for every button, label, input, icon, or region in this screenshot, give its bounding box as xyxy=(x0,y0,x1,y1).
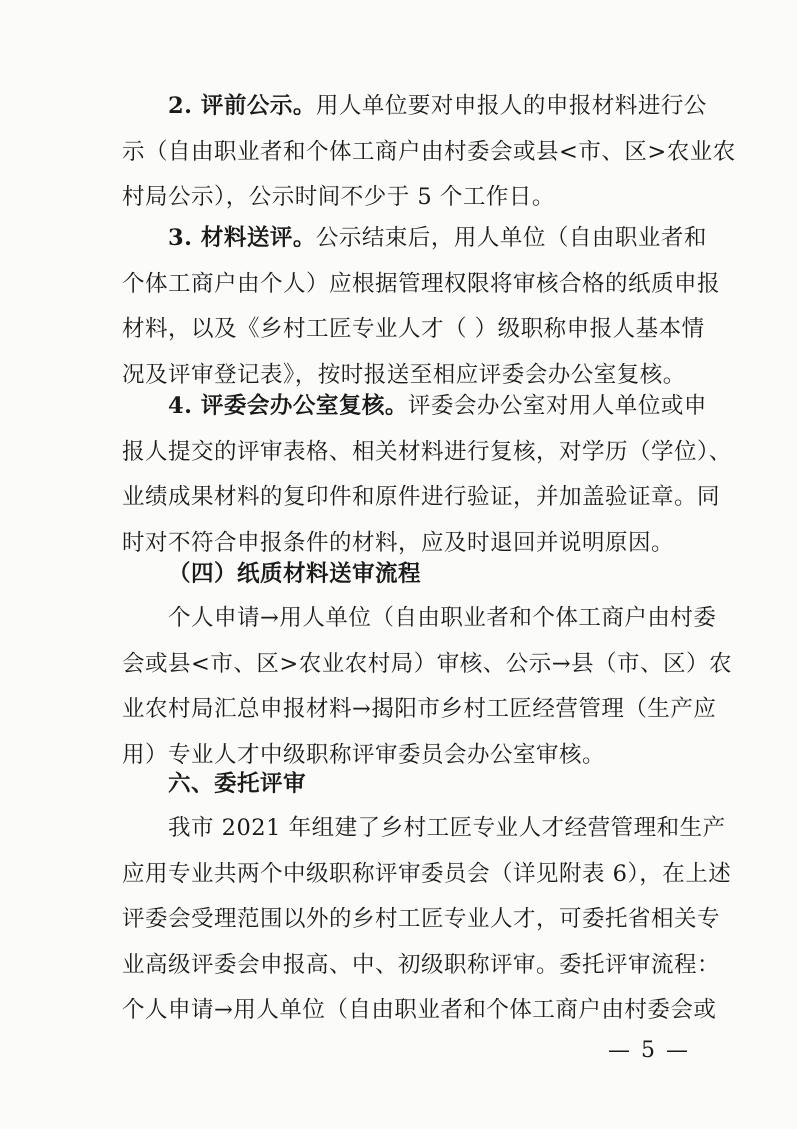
paper-flow-heading: （四）纸质材料送审流程 xyxy=(168,561,422,587)
section-six-heading: 六、委托评审 xyxy=(168,771,307,797)
step4-title: 4. 评委会办公室复核。 xyxy=(168,393,408,419)
step4-paragraph xyxy=(122,384,732,566)
section-six-line-2: 应用专业共两个中级职称评审委员会（详见附表 6），在上述 xyxy=(122,860,732,887)
step4-line-4: 时对不符合申报条件的材料，应及时退回并说明原因。 xyxy=(122,529,675,556)
step4-line-1 xyxy=(122,384,707,430)
paper-flow-line-3: 业农村局汇总申报材料→揭阳市乡村工匠经营管理（生产应 xyxy=(122,696,717,722)
paper-flow-paragraph xyxy=(122,596,733,778)
section-six-line-5: 个人申请→用人单位（自由职业者和个体工商户由村委会或 xyxy=(122,997,717,1023)
step3-title: 3. 材料送评。 xyxy=(168,225,316,251)
section-six-paragraph xyxy=(122,806,732,1034)
step4-line-3: 业绩成果材料的复印件和原件进行验证，并加盖验证章。同 xyxy=(122,484,721,510)
step3-line-4: 况及评审登记表》，按时报送至相应评委会办公室复核。 xyxy=(122,361,686,388)
step2-line-2: 示（自由职业者和个体工商户由村委会或县<市、区>农业农 xyxy=(122,138,736,165)
step2-line-1 xyxy=(122,84,707,130)
step3-line-1 xyxy=(122,216,707,262)
step3-line-3: 材料，以及《乡村工匠专业人才（ ）级职称申报人基本情 xyxy=(122,316,705,342)
step2-paragraph xyxy=(122,84,736,221)
step2-line-3: 村局公示），公示时间不少于 5 个工作日。 xyxy=(122,184,555,210)
page-number: — 5 — xyxy=(608,1038,690,1063)
paper-flow-line-2: 会或县<市、区>农业农村局）审核、公示→县（市、区）农 xyxy=(122,650,733,677)
paper-flow-line-1: 个人申请→用人单位（自由职业者和个体工商户由村委 xyxy=(168,605,717,631)
section-six-line-3: 评委会受理范围以外的乡村工匠专业人才，可委托省相关专 xyxy=(122,906,721,932)
step2-title: 2. 评前公示。 xyxy=(168,93,316,119)
step3-paragraph xyxy=(122,216,721,398)
step4-text: 评委会办公室对用人单位或申 xyxy=(407,393,707,419)
step4-line-2: 报人提交的评审表格、相关材料进行复核，对学历（学位）、 xyxy=(122,438,732,465)
paper-flow-line-4: 用）专业人才中级职称评审委员会办公室审核。 xyxy=(122,741,606,768)
step3-text: 公示结束后，用人单位（自由职业者和 xyxy=(315,225,707,251)
step2-text: 用人单位要对申报人的申报材料进行公 xyxy=(315,93,707,119)
section-six-line-4: 业高级评委会申报高、中、初级职称评审。委托评审流程： xyxy=(122,951,721,978)
section-six-line-1: 我市 2021 年组建了乡村工匠专业人才经营管理和生产 xyxy=(168,815,726,841)
step3-line-2: 个体工商户由个人）应根据管理权限将审核合格的纸质申报 xyxy=(122,270,721,297)
